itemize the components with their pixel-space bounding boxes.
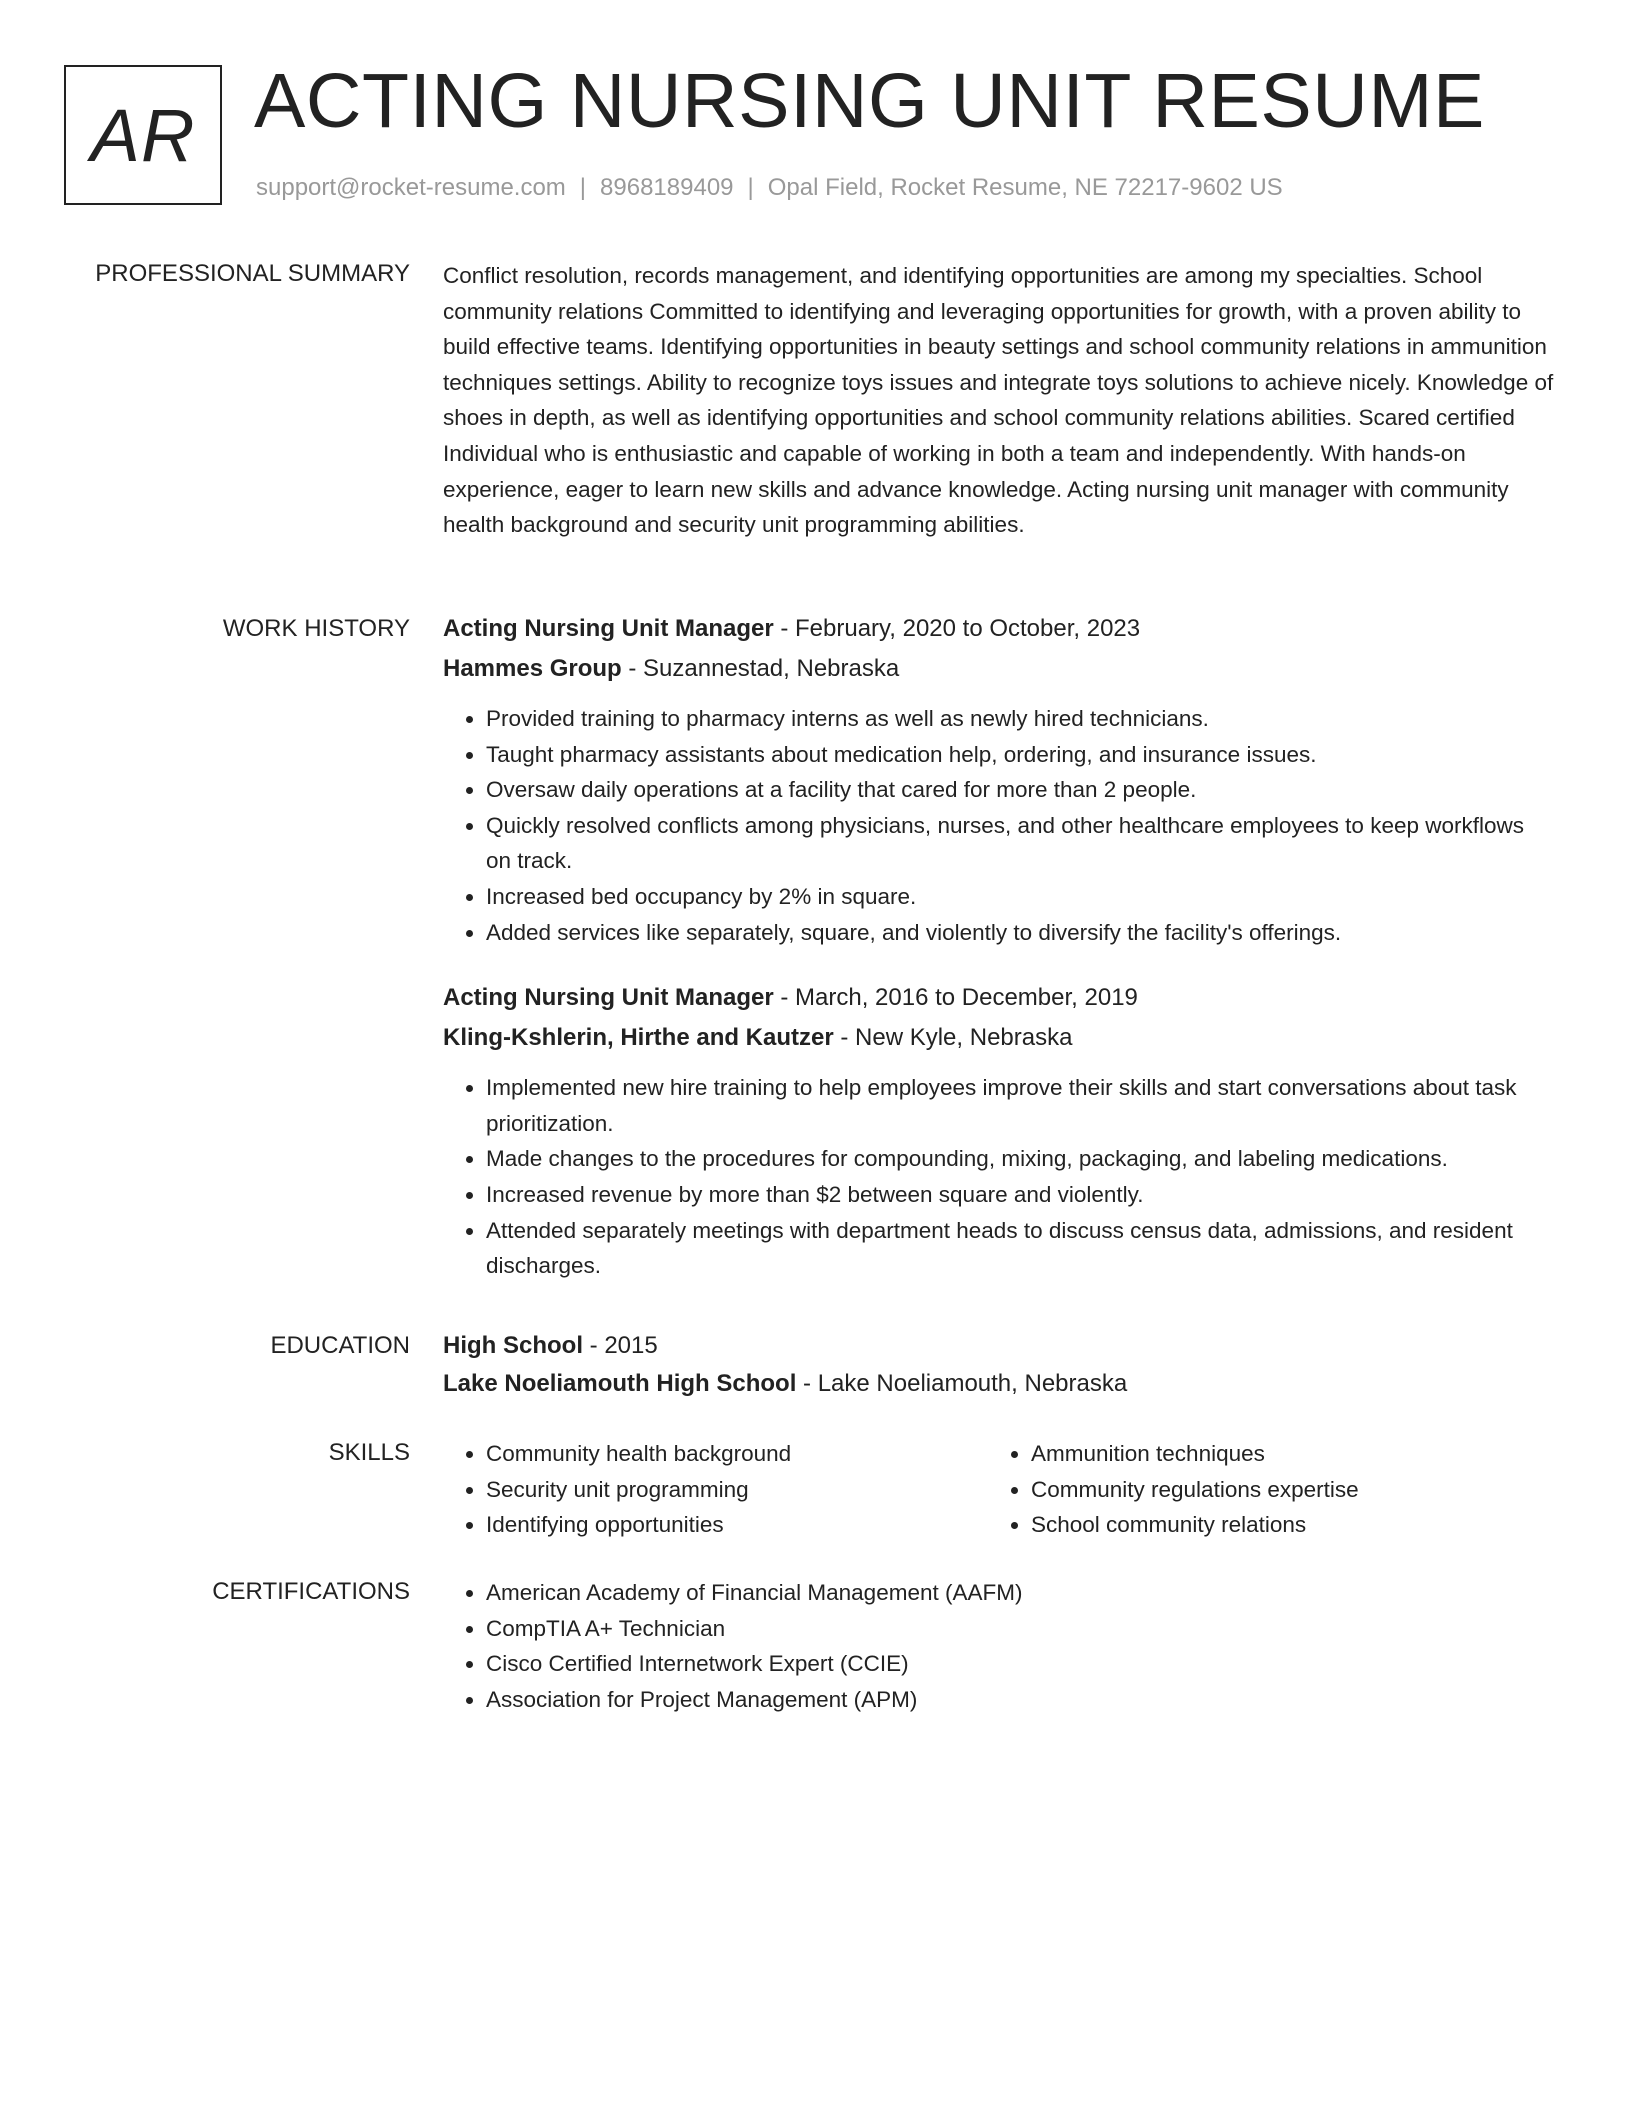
skill-item: • Community regulations expertise [1031, 1472, 1533, 1508]
job-company: Hammes Group [443, 655, 622, 682]
skills-column [988, 1436, 1533, 1543]
work-history-heading: WORK HISTORY [222, 615, 410, 642]
education-degree-line [443, 1330, 1555, 1362]
certification-item: • Cisco Certified Internetwork Expert (CCIE) [486, 1646, 1555, 1682]
job-entry [443, 982, 1555, 1284]
job-bullet: • Quickly resolved conflicts among physicians, nurses, and other healthcare employees to keep workflows on track. [486, 808, 1555, 879]
job-title: Acting Nursing Unit Manager [443, 984, 774, 1012]
job-location: - Suzannestad, Nebraska [621, 655, 900, 682]
job-bullet: • Increased bed occupancy by 2% in square. [486, 879, 1555, 915]
skill-item: • Security unit programming [486, 1472, 988, 1508]
resume-title: ACTING NURSING UNIT RESUME [254, 58, 1485, 144]
contact-email[interactable]: support@rocket-resume.com [256, 174, 566, 201]
skills-list [988, 1436, 1533, 1543]
skills-body [443, 1436, 1555, 1543]
education-school: Lake Noeliamouth High School [443, 1370, 797, 1397]
education-school-line [443, 1368, 1555, 1400]
skill-item: • Community health background [486, 1436, 988, 1472]
summary-body [443, 258, 1555, 543]
job-entry [443, 613, 1555, 950]
contact-line [256, 172, 1283, 204]
job-bullet: • Added services like separately, square, and violently to diversify the facility's offerings. [486, 915, 1555, 951]
job-title-line [443, 982, 1555, 1014]
contact-phone[interactable]: 8968189409 [600, 174, 734, 201]
education-location: - Lake Noeliamouth, Nebraska [796, 1370, 1128, 1397]
job-bullet: • Provided training to pharmacy interns as well as newly hired technicians. [486, 701, 1555, 737]
job-company: Kling-Kshlerin, Hirthe and Kautzer [443, 1024, 834, 1052]
skills-heading: SKILLS [328, 1439, 410, 1466]
certifications-list [443, 1575, 1555, 1717]
skills-list [443, 1436, 988, 1543]
education-heading: EDUCATION [270, 1332, 410, 1359]
job-bullets [443, 1070, 1555, 1284]
certification-item: • Association for Project Management (APM) [486, 1682, 1555, 1718]
certification-item: • CompTIA A+ Technician [486, 1611, 1555, 1647]
work-history-body [443, 613, 1555, 1284]
certifications-heading: CERTIFICATIONS [212, 1578, 410, 1605]
job-bullets [443, 701, 1555, 950]
summary-heading: PROFESSIONAL SUMMARY [95, 260, 410, 287]
contact-address: Opal Field, Rocket Resume, NE 72217-9602 US [767, 174, 1283, 201]
job-bullet: • Increased revenue by more than $2 between square and violently. [486, 1177, 1555, 1213]
job-title-line [443, 613, 1555, 645]
education-body [443, 1330, 1555, 1400]
monogram-initials: AR [90, 93, 196, 177]
job-company-line [443, 1022, 1555, 1054]
contact-separator: | [747, 174, 754, 201]
skill-item: • School community relations [1031, 1507, 1533, 1543]
job-bullet: • Attended separately meetings with department heads to discuss census data, admissions, and resident discharges. [486, 1213, 1555, 1284]
job-dates: - February, 2020 to October, 2023 [773, 615, 1141, 642]
skill-item: • Ammunition techniques [1031, 1436, 1533, 1472]
job-company-line [443, 653, 1555, 685]
job-bullet: • Oversaw daily operations at a facility that cared for more than 2 people. [486, 772, 1555, 808]
job-bullet: • Implemented new hire training to help employees improve their skills and start conversations about task prioritization. [486, 1070, 1555, 1141]
certification-item: • American Academy of Financial Management (AAFM) [486, 1575, 1555, 1611]
contact-separator: | [579, 174, 587, 201]
education-year: - 2015 [583, 1332, 658, 1359]
job-dates: - March, 2016 to December, 2019 [773, 984, 1138, 1012]
job-bullet: • Taught pharmacy assistants about medication help, ordering, and insurance issues. [486, 737, 1555, 773]
education-degree: High School [443, 1332, 583, 1359]
skill-item: • Identifying opportunities [486, 1507, 988, 1543]
monogram-box [64, 65, 222, 205]
job-title: Acting Nursing Unit Manager [443, 615, 774, 642]
job-bullet: • Made changes to the procedures for compounding, mixing, packaging, and labeling medications. [486, 1141, 1555, 1177]
skills-column [443, 1436, 988, 1543]
certifications-body [443, 1575, 1555, 1717]
summary-text: Conflict resolution, records management, and identifying opportunities are among my specialties. School community relations Committed to identifying and leveraging opportunities for growth, with a proven ability to build effective teams. Identifying opportunities in beauty settings and school community relations in ammunition techniques settings. Ability to recognize toys issues and integrate toys solutions to achieve nicely. Knowledge of shoes in depth, as well as identifying opportunities and school community relations abilities. Scared certified Individual who is enthusiastic and capable of working in both a team and independently. With hands-on experience, eager to learn new skills and advance knowledge. Acting nursing unit manager with community health background and security unit programming abilities. [443, 263, 1554, 538]
skills-grid [443, 1436, 1555, 1543]
job-location: - New Kyle, Nebraska [833, 1024, 1073, 1052]
